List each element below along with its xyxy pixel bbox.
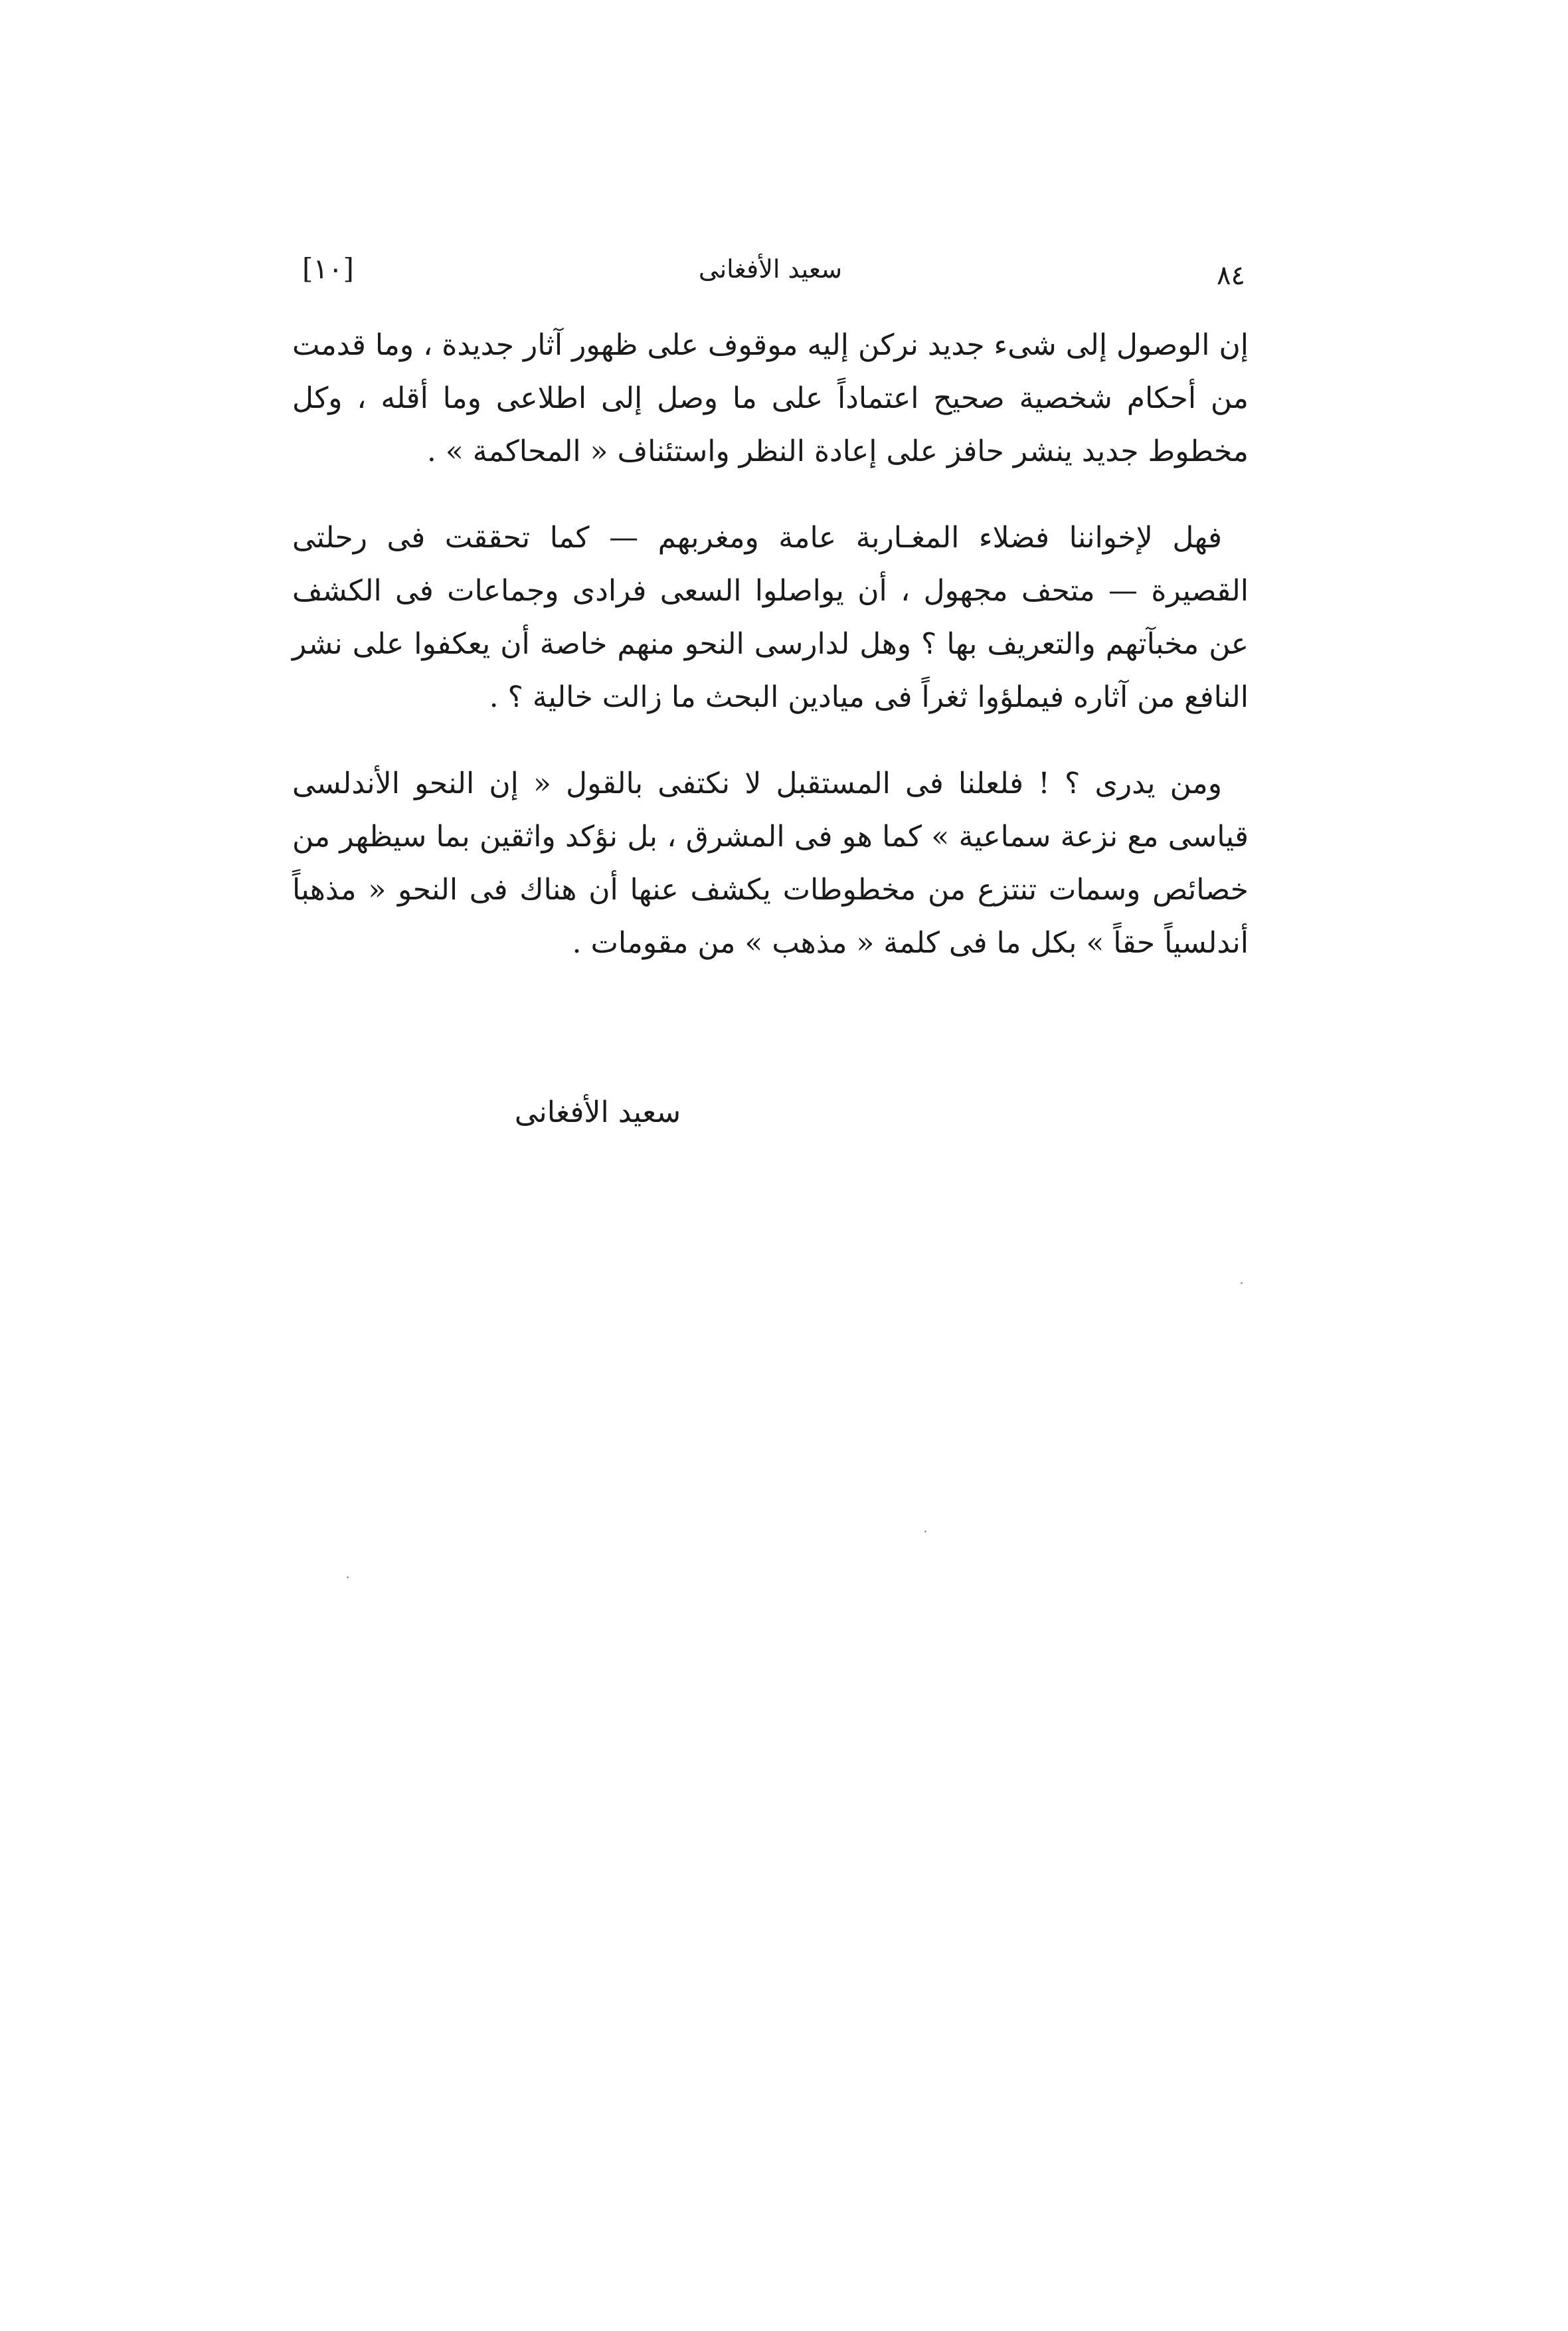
paragraph-3: ومن يدرى ؟ ! فلعلنا فى المستقبل لا نكتفى بالقول « إن النحو الأندلسى قياسى مع نزعة سماعية » كما هو فى المشرق ، بل نؤكد واثقين بما سيظهر من خصائص وسمات تنتزع من مخطوطات يكشف عنها أن هناك فى النحو « مذهباً أندلسياً حقاً » بكل ما فى كلمة « مذهب » من مقومات . [292,767,1249,960]
page-header [296,249,1245,302]
scan-speck [1241,1282,1243,1284]
author-signature: سعيد الأفغانى [514,1095,681,1129]
paragraph-1: إن الوصول إلى شىء جديد نركن إليه موقوف على ظهور آثار جديدة ، وما قدمت من أحكام شخصية صحيح اعتماداً على ما وصل إلى اطلاعى وما أقله ، وكل مخطوط جديد ينشر حافز على إعادة النظر واستئناف « المحاكمة » . [292,328,1249,468]
body-text [292,319,1249,970]
paragraph-2: فهل لإخواننا فضلاء المغـاربة عامة ومغربهم — كما تحققت فى رحلتى القصيرة — متحف مجهول ، أن يواصلوا السعى فرادى وجماعات فى الكشف عن مخبآتهم والتعريف بها ؟ وهل لدارسى النحو منهم خاصة أن يعكفوا على نشر النافع من آثاره فيملؤوا ثغراً فى ميادين البحث ما زالت خالية ؟ . [292,521,1249,714]
folio-bracket: [١٠] [302,252,354,285]
running-head: سعيد الأفغانى [698,254,843,284]
page-number: ٨٤ [1217,260,1245,291]
scan-speck [347,1576,349,1578]
scan-speck [924,1531,926,1533]
